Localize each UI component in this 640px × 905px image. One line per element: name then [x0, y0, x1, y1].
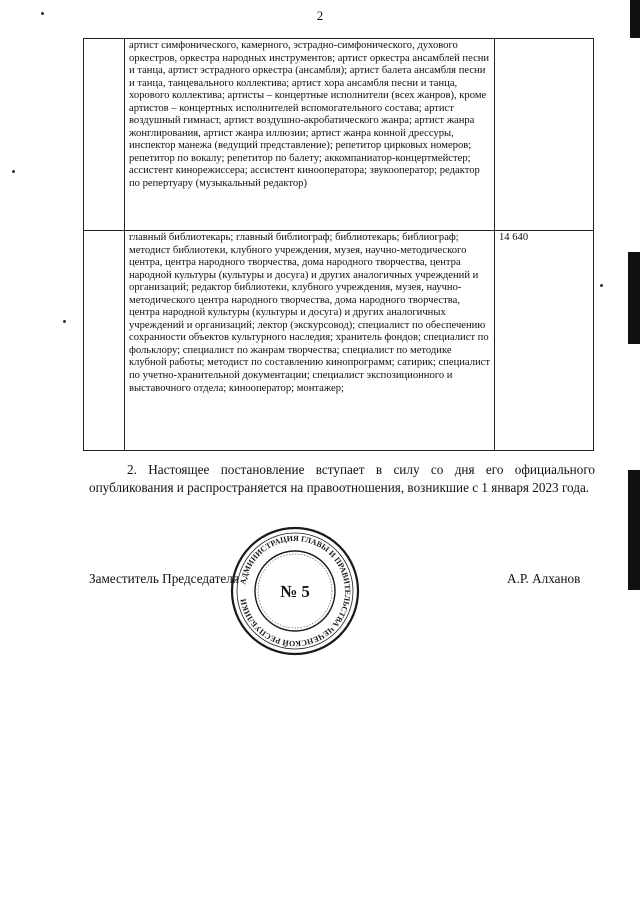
seal-outer-text: АДМИНИСТРАЦИЯ ГЛАВЫ И ПРАВИТЕЛЬСТВА ЧЕЧЕНСКОЙ РЕСПУБЛИКИ [238, 533, 353, 649]
table-cell-empty [84, 39, 125, 231]
scan-speck [600, 284, 603, 287]
scan-edge-mark-middle [628, 252, 640, 344]
scan-speck [12, 170, 15, 173]
official-seal [229, 525, 361, 657]
page-number: 2 [316, 8, 324, 23]
salary-table [83, 38, 594, 451]
scan-speck [63, 320, 66, 323]
scan-edge-mark-top [630, 0, 640, 38]
scan-edge-mark-bottom [628, 470, 640, 590]
table-cell-empty [84, 231, 125, 451]
signatory-name: А.Р. Алханов [507, 571, 581, 586]
table-cell-salary: 14 640 [495, 231, 594, 451]
table-cell-salary [495, 39, 594, 231]
effective-date-paragraph: 2. Настоящее постановление вступает в силу со дня его официального опубликования и распространяется на правоотношения, возникшие с 1 января 2023 года. [89, 462, 595, 495]
signatory-title: Заместитель Председателя [89, 571, 239, 586]
table-row [84, 231, 594, 451]
table-cell-positions: артист симфонического, камерного, эстрадно-симфонического, духового оркестров, оркестра народных инструментов; артист оркестра ансамблей песни и танца, артист эстрадного оркестра (ансамбля); артист балета ансамбля песни и танца, танцевального коллектива; артист хора ансамбля песни и танца, хорового коллектива; артисты – концертные исполнители (всех жанров), кроме артистов – концертных исполнителей вспомогательного состава; артист воздушный гимнаст, артист воздушно-акробатического жанра; артист жанра жонглирования, артист жанра иллюзии; артист жанра конной дрессуры, инспектор манежа (ведущий представление); репетитор цирковых номеров; репетитор по вокалу; репетитор по балету; аккомпаниатор-концертмейстер; ассистент кинорежиссера; ассистент кинооператора; звукооператор; редактор по репертуару (музыкальный редактор) [125, 39, 495, 231]
table-row [84, 39, 594, 231]
table-cell-positions: главный библиотекарь; главный библиограф; библиотекарь; библиограф; методист библиотеки, клубного учреждения, музея, научно-методического центра, центра народного творчества, дома народного творчества, центра народной культуры (культуры и досуга) и других аналогичных учреждений и организаций; редактор библиотеки, клубного учреждения, музея, научно-методического центра народного творчества, дома народного творчества, центра народной культуры (культуры и досуга) и других аналогичных учреждений и организаций; лектор (экскурсовод); специалист по обеспечению сохранности объектов культурного наследия; хранитель фондов; специалист по фольклору; специалист по жанрам творчества; специалист по методике клубной работы; методист по составлению кинопрограмм; сатирик; специалист по учетно-хранительной документации; специалист экспозиционного и выставочного отдела; кинооператор; монтажер; [125, 231, 495, 451]
seal-center-text: № 5 [280, 582, 310, 601]
scan-speck [41, 12, 44, 15]
